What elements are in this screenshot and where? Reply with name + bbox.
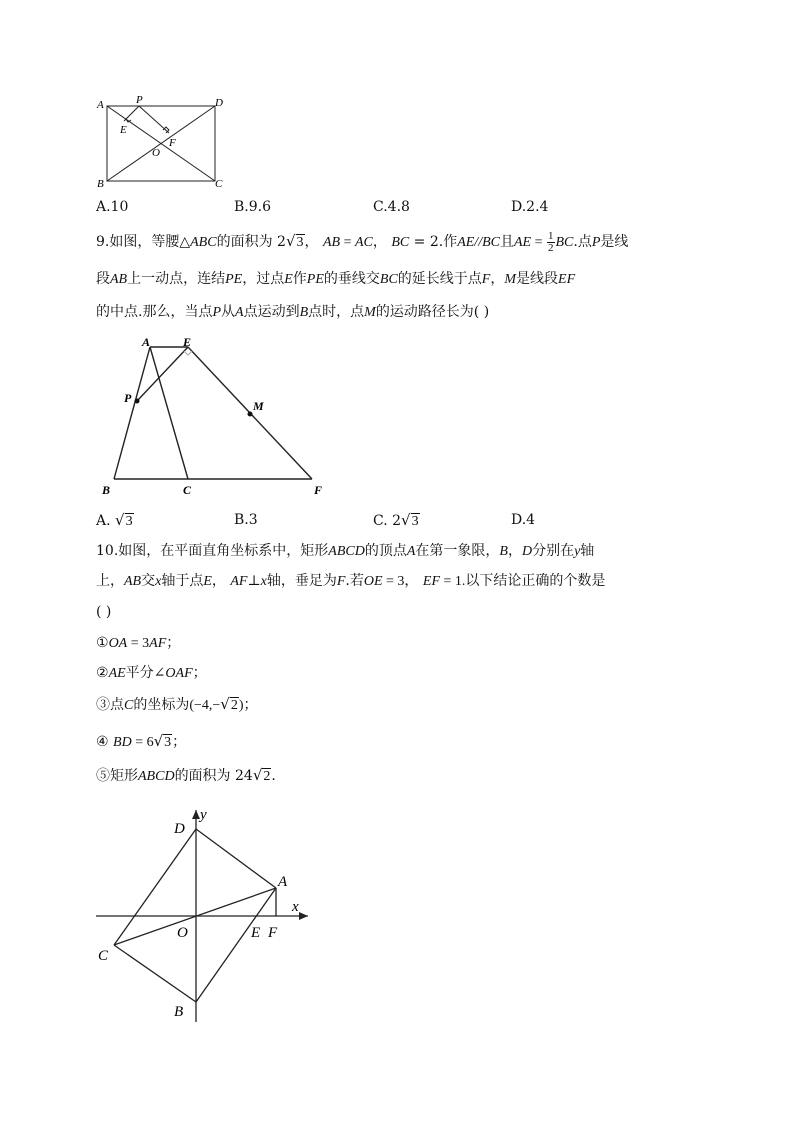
label-F: F xyxy=(169,137,176,149)
q10-statement-2[interactable]: ②AE平分∠OAF； xyxy=(96,665,207,681)
q10-line-1: 10.如图，在平面直角坐标系中，矩形ABCD的顶点A在第一象限，B，D分别在y轴 xyxy=(96,543,595,559)
label-B: B xyxy=(174,1004,184,1020)
figure-trapezoid xyxy=(95,333,335,503)
label-x: x xyxy=(292,899,299,915)
label-C: C xyxy=(98,948,109,964)
label-C: C xyxy=(183,483,192,497)
figure-coordinate-rectangle xyxy=(90,800,330,1030)
label-M: M xyxy=(253,399,264,413)
label-O: O xyxy=(177,925,188,941)
label-D: D xyxy=(174,821,185,837)
q9-option-c[interactable]: C. 2√3 xyxy=(373,511,419,529)
label-A: A xyxy=(278,874,288,890)
q8-option-c[interactable]: C.4.8 xyxy=(373,199,410,215)
label-E: E xyxy=(183,335,192,349)
q10-line-3: ( ) xyxy=(96,604,112,620)
fraction-one-half: $\frac{1}{2}$ xyxy=(548,229,554,254)
q10-line-2: 上，AB交x轴于点E， AF⊥x轴，垂足为F.若OE = 3， EF = 1.以下结论正确的个数是 xyxy=(96,573,606,589)
q10-statement-1[interactable]: ①OA = 3AF； xyxy=(96,635,181,651)
label-F: F xyxy=(268,925,278,941)
label-F: F xyxy=(314,483,323,497)
label-A: A xyxy=(142,335,151,349)
q9-line-3: 的中点.那么，当点P从A点运动到B点时，点M的运动路径长为( ) xyxy=(96,304,490,320)
label-A: A xyxy=(97,99,104,111)
label-E: E xyxy=(251,925,261,941)
q8-option-d[interactable]: D.2.4 xyxy=(511,199,549,215)
label-E: E xyxy=(120,124,127,136)
label-y: y xyxy=(200,807,207,823)
label-D: D xyxy=(215,97,223,109)
label-P: P xyxy=(124,391,132,405)
label-C: C xyxy=(215,178,223,190)
label-O: O xyxy=(152,147,160,159)
label-B: B xyxy=(102,483,111,497)
q9-option-a[interactable]: A. √3 xyxy=(96,511,133,529)
q8-option-a[interactable]: A.10 xyxy=(96,199,129,215)
q9-line-2: 段AB上一动点，连结PE，过点E作PE的垂线交BC的延长线于点F，M是线段EF xyxy=(96,271,576,287)
label-P: P xyxy=(136,94,143,106)
q9-option-b[interactable]: B.3 xyxy=(234,512,258,528)
q10-statement-3[interactable]: ③点C的坐标为(−4,−√2)； xyxy=(96,695,258,713)
q10-statement-4[interactable]: ④ BD = 6√3； xyxy=(96,732,187,750)
q8-option-b[interactable]: B.9.6 xyxy=(234,199,272,215)
q10-statement-5[interactable]: ⑤矩形ABCD的面积为 24√2. xyxy=(96,766,276,784)
q9-option-d[interactable]: D.4 xyxy=(511,512,536,528)
label-B: B xyxy=(97,178,104,190)
q9-line-1: 9.如图，等腰△ABC的面积为 2√3， AB = AC， BC = 2.作AE//BC且AE = $\frac{1}{2}$ BC.点P是线 xyxy=(96,229,629,254)
figure-rectangle-abcd xyxy=(90,92,240,192)
